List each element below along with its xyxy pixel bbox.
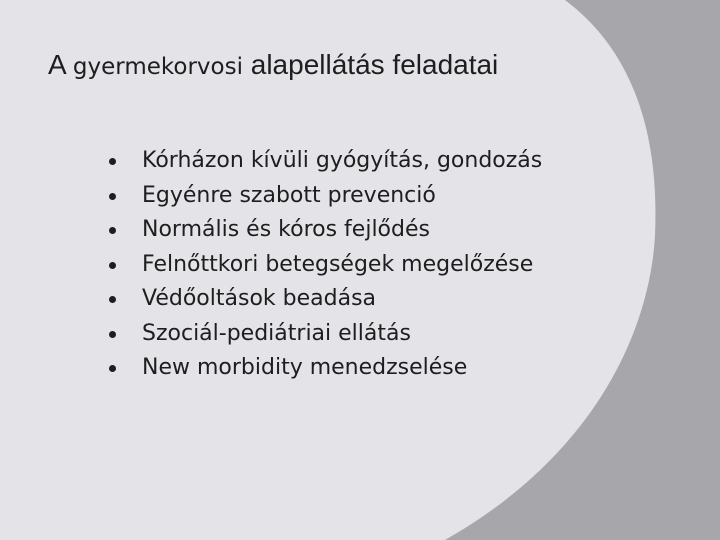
bullet-dot-icon (109, 227, 116, 234)
bullet-item (104, 282, 542, 317)
bullet-list (104, 144, 542, 386)
bullet-item (104, 351, 542, 386)
bullet-dot-icon (109, 365, 116, 372)
bullet-dot-icon (109, 193, 116, 200)
bullet-item (104, 317, 542, 352)
bullet-text: Felnőttkori betegségek megelőzése (142, 251, 534, 277)
title-part-rest: alapellátás feladatai (242, 49, 499, 80)
bullet-dot-icon (109, 296, 116, 303)
slide-title (48, 44, 498, 82)
bullet-dot-icon (109, 158, 116, 165)
bullet-item (104, 179, 542, 214)
title-part-article: A (48, 49, 73, 80)
bullet-text: Védőoltások beadása (142, 286, 377, 311)
bullet-text: New morbidity menedzselése (142, 355, 468, 380)
bullet-item (104, 213, 542, 248)
bullet-item (104, 144, 542, 179)
title-part-word: gyermekorvosi (72, 54, 243, 80)
bullet-text: Szociál-pediátriai ellátás (142, 320, 411, 346)
bullet-item (104, 248, 542, 283)
bullet-dot-icon (109, 262, 116, 269)
bullet-dot-icon (109, 331, 116, 338)
bullet-text: Egyénre szabott prevenció (142, 182, 436, 208)
bullet-text: Normális és kóros fejlődés (142, 217, 430, 242)
bullet-text: Kórházon kívüli gyógyítás, gondozás (142, 148, 543, 173)
